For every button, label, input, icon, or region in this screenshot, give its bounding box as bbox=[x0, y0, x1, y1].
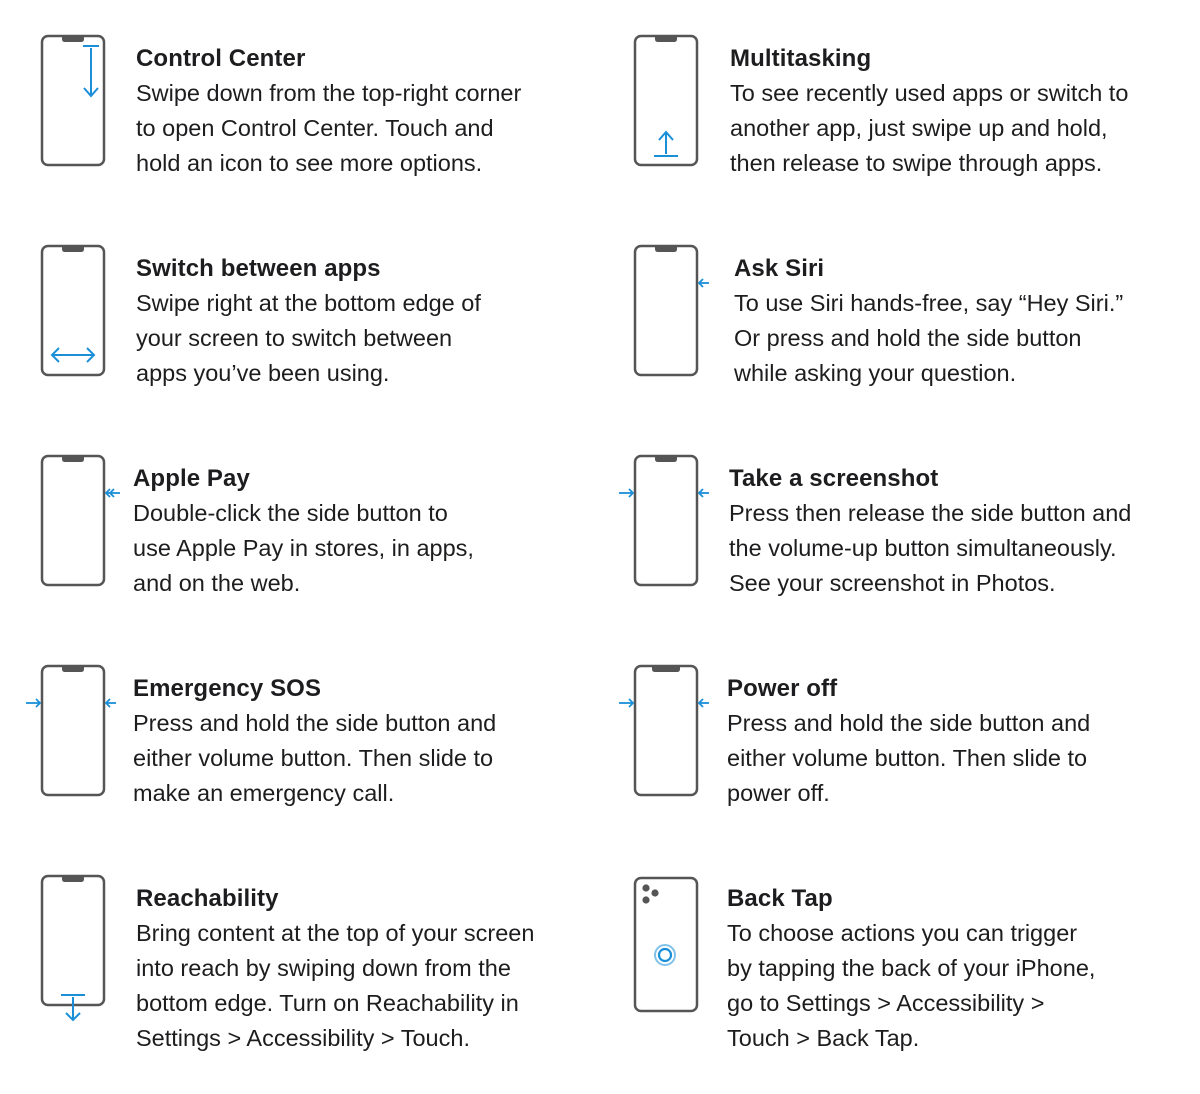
item-description: Double-click the side button to use Apple Pay in stores, in apps, and on the web. bbox=[133, 500, 474, 596]
item-multitasking bbox=[633, 14, 1193, 194]
item-title: Emergency SOS bbox=[133, 675, 322, 702]
item-screenshot bbox=[633, 434, 1193, 614]
item-title: Back Tap bbox=[727, 885, 833, 912]
phone-two-buttons-icon bbox=[633, 434, 713, 594]
item-description: Swipe right at the bottom edge of your screen to switch between apps you’ve been using. bbox=[136, 290, 481, 386]
item-title: Take a screenshot bbox=[729, 465, 939, 492]
phone-back-tap-icon bbox=[633, 854, 713, 1029]
item-description: Bring content at the top of your screen into reach by swiping down from the bottom edge. Turn on Reachability in Settings > Accessibility > Touch. bbox=[136, 920, 535, 1051]
phone-two-buttons-icon bbox=[40, 644, 120, 804]
item-title: Ask Siri bbox=[734, 255, 825, 282]
item-control-center bbox=[40, 14, 600, 194]
item-switch-apps bbox=[40, 224, 600, 404]
item-description: Press and hold the side button and either volume button. Then slide to make an emergency call. bbox=[133, 710, 497, 806]
item-reachability bbox=[40, 854, 600, 1051]
item-title: Multitasking bbox=[730, 45, 872, 72]
item-description: To see recently used apps or switch to another app, just swipe up and hold, then release to swipe through apps. bbox=[730, 80, 1129, 176]
item-description: To choose actions you can trigger by tapping the back of your iPhone, go to Settings > Accessibility > Touch > Back Tap. bbox=[727, 920, 1096, 1051]
item-ask-siri bbox=[633, 224, 1193, 404]
phone-double-click-icon bbox=[40, 434, 130, 594]
item-title: Control Center bbox=[136, 45, 306, 72]
phone-two-buttons-icon bbox=[633, 644, 713, 804]
phone-swipe-horizontal-icon bbox=[40, 224, 120, 384]
item-title: Power off bbox=[727, 675, 838, 702]
item-description: Swipe down from the top-right corner to open Control Center. Touch and hold an icon to see more options. bbox=[136, 80, 522, 176]
item-back-tap bbox=[633, 854, 1193, 1051]
item-title: Switch between apps bbox=[136, 255, 381, 282]
phone-swipe-down-bottom-icon bbox=[40, 854, 120, 1029]
phone-swipe-down-right-icon bbox=[40, 14, 120, 174]
item-description: Press then release the side button and the volume-up button simultaneously. See your screenshot in Photos. bbox=[729, 500, 1132, 596]
item-description: Press and hold the side button and either volume button. Then slide to power off. bbox=[727, 710, 1091, 806]
phone-side-button-icon bbox=[633, 224, 713, 384]
item-description: To use Siri hands-free, say “Hey Siri.” Or press and hold the side button while asking your question. bbox=[734, 290, 1124, 386]
phone-swipe-up-icon bbox=[633, 14, 713, 174]
item-title: Apple Pay bbox=[133, 465, 250, 492]
item-title: Reachability bbox=[136, 885, 279, 912]
item-apple-pay bbox=[40, 434, 600, 614]
item-emergency-sos bbox=[40, 644, 600, 824]
item-power-off bbox=[633, 644, 1193, 824]
